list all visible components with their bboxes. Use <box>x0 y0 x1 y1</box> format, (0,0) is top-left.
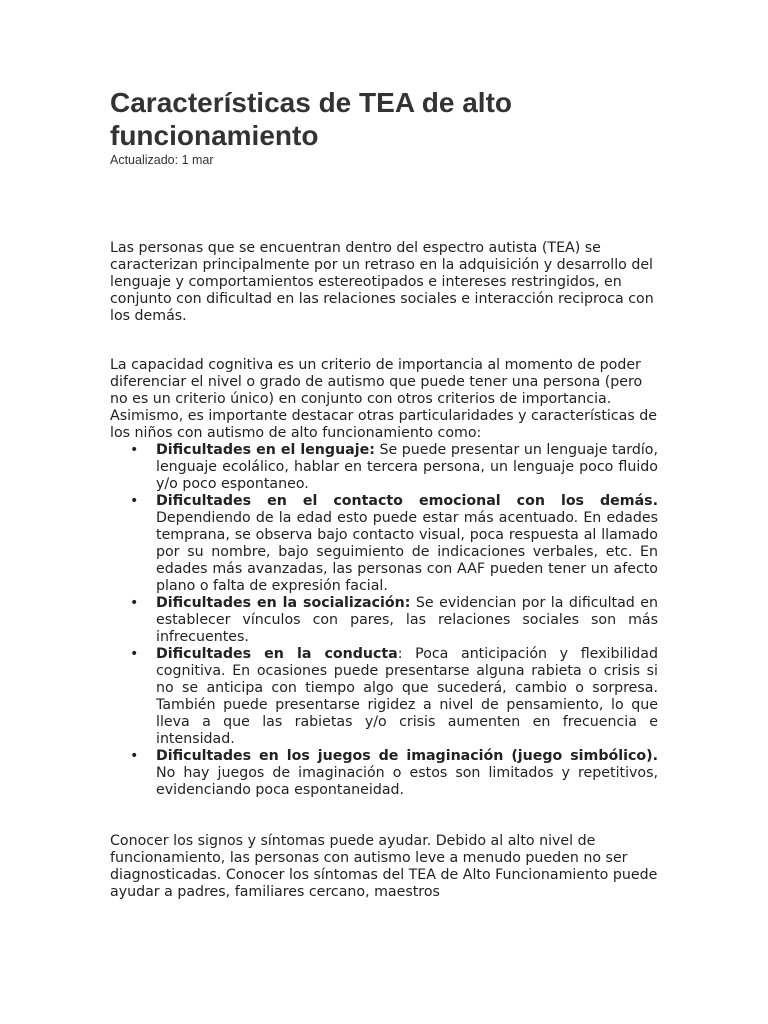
signs-paragraph: Conocer los signos y síntomas puede ayudar. Debido al alto nivel de funcionamiento, las personas con autismo leve a menudo pueden no ser diagnosticadas. Conocer los síntomas del TEA de Alto Funcionamiento puede ayudar a padres, familiares cercano, maestros <box>110 833 658 900</box>
bullet-icon: • <box>130 442 139 458</box>
document-title: Características de TEA de alto funcionamiento <box>110 87 513 151</box>
bullet-icon: • <box>130 748 139 764</box>
list-item <box>130 748 658 799</box>
updated-date: Actualizado: 1 mar <box>110 153 214 167</box>
list-item-lead: Dificultades en la conducta <box>156 646 398 662</box>
document-body <box>110 240 658 901</box>
cognitive-paragraph: La capacidad cognitiva es un criterio de importancia al momento de poder diferenciar el nivel o grado de autismo que puede tener una persona (pero no es un criterio único) en conjunto con otros criterios de importancia. Asimismo, es importante destacar otras particularidades y características de los niños con autismo de alto funcionamiento como: <box>110 357 657 441</box>
list-item-text: : Poca anticipación y flexibilidad cognitiva. En ocasiones puede presentarse alguna rabieta o crisis si no se anticipa con tiempo algo que sucederá, cambio o sorpresa. También puede presentarse rigidez a nivel de pensamiento, lo que lleva a que las rabietas y/o crisis aumenten en frecuencia e intensidad. <box>156 646 658 747</box>
list-item-text: No hay juegos de imaginación o estos son limitados y repetitivos, evidenciando poca espontaneidad. <box>156 765 658 798</box>
list-item <box>130 646 658 748</box>
list-item-lead: Dificultades en el contacto emocional con los demás. <box>156 493 658 509</box>
list-item <box>130 595 658 646</box>
list-item-lead: Dificultades en la socialización: <box>156 595 411 611</box>
list-item-lead: Dificultades en los juegos de imaginación (juego simbólico). <box>156 748 658 764</box>
bullet-icon: • <box>130 646 139 662</box>
bullet-icon: • <box>130 595 139 611</box>
list-item-lead: Dificultades en el lenguaje: <box>156 442 375 458</box>
list-item <box>130 493 658 595</box>
list-item-text: Se evidencian por la dificultad en establecer vínculos con pares, las relaciones sociales son más infrecuentes. <box>156 595 658 645</box>
list-item-text: Se puede presentar un lenguaje tardío, lenguaje ecolálico, hablar en tercera persona, un lenguaje poco fluido y/o poco espontaneo. <box>156 442 658 492</box>
characteristics-list <box>110 442 658 799</box>
document-page <box>110 86 658 901</box>
list-item-text: Dependiendo de la edad esto puede estar más acentuado. En edades temprana, se observa bajo contacto visual, poca respuesta al llamado por su nombre, bajo seguimiento de indicaciones verbales, etc. En edades más avanzadas, las personas con AAF pueden tener un afecto plano o falta de expresión facial. <box>156 510 658 594</box>
list-item <box>130 442 658 493</box>
intro-paragraph: Las personas que se encuentran dentro del espectro autista (TEA) se caracterizan principalmente por un retraso en la adquisición y desarrollo del lenguaje y comportamientos estereotipados e intereses restringidos, en conjunto con dificultad en las relaciones sociales e interacción reciproca con los demás. <box>110 240 654 324</box>
bullet-icon: • <box>130 493 139 509</box>
